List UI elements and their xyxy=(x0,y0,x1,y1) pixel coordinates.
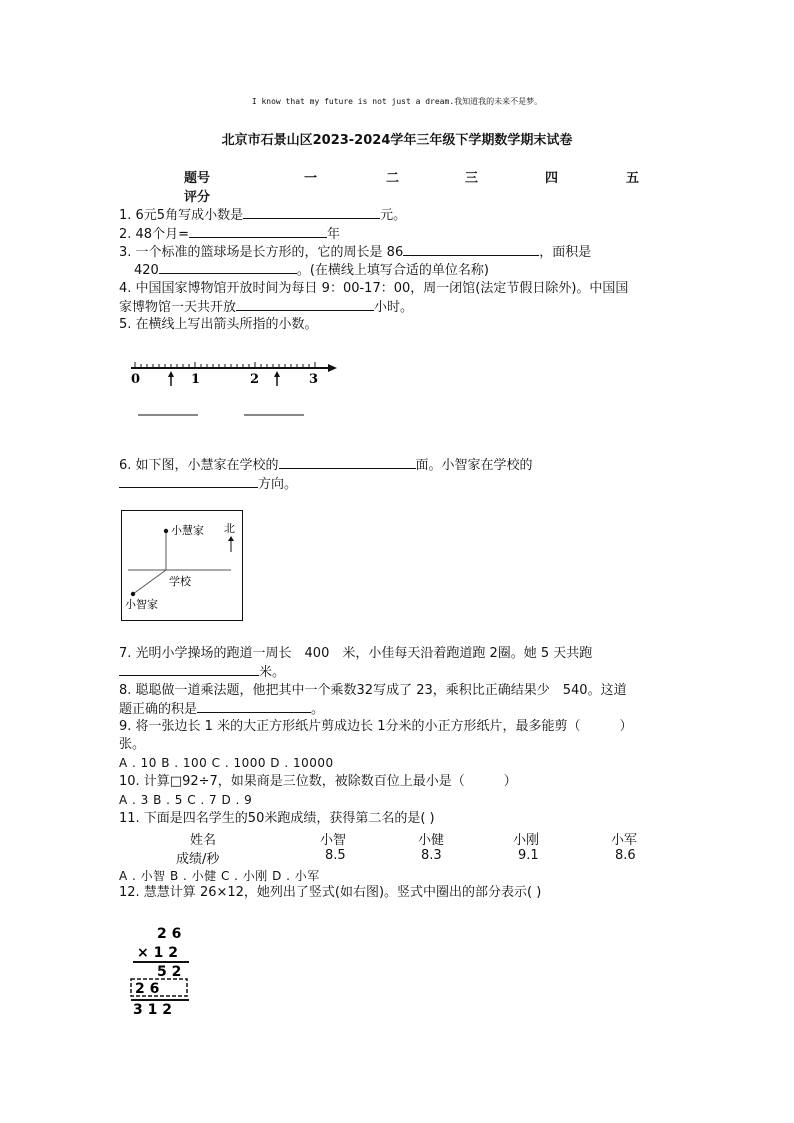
score-col-2: 二 xyxy=(386,171,400,186)
table-cell-xiaogang: 9.1 xyxy=(518,848,539,863)
question-3-line2 xyxy=(134,261,489,280)
map-label-xiaozhi: 小智家 xyxy=(125,599,158,611)
q9-options: A . 10 B . 100 C . 1000 D . 10000 xyxy=(119,756,334,770)
map-label-xiaohui: 小慧家 xyxy=(171,525,204,537)
label-1: 1 xyxy=(191,372,201,387)
question-6-line2 xyxy=(119,475,297,494)
q2-text: 2. 48个月= xyxy=(119,227,189,242)
score-col-3: 三 xyxy=(465,171,479,186)
question-5: 5. 在横线上写出箭头所指的小数。 xyxy=(119,317,318,332)
question-7-line2 xyxy=(119,663,285,682)
score-col-5: 五 xyxy=(626,171,640,186)
road-diagonal xyxy=(133,570,166,594)
label-3: 3 xyxy=(309,372,319,387)
question-1 xyxy=(119,206,406,225)
q7-answer-blank[interactable] xyxy=(119,663,259,676)
vertical-multiplication-figure xyxy=(125,922,195,1018)
up-arrow-icon-2 xyxy=(274,371,280,386)
q3-text: 3. 一个标准的篮球场是长方形的，它的周长是 86 xyxy=(119,245,404,260)
score-col-1: 一 xyxy=(304,171,318,186)
motto-header: I know that my future is not just a dream.我知道我的未来不是梦。 xyxy=(251,97,543,106)
q8-answer-blank[interactable] xyxy=(197,700,311,713)
table-cell-xiaozhi: 8.5 xyxy=(325,848,346,863)
q3-text-after: ，面积是 xyxy=(539,245,592,260)
q4-text: 家博物馆一天共开放 xyxy=(119,300,237,315)
question-9-line2: 张。 xyxy=(119,737,146,752)
score-table-row2-label: 评分 xyxy=(184,190,211,205)
question-11: 11. 下面是四名学生的50米跑成绩，获得第二名的是( ) xyxy=(119,811,435,826)
question-4: 4. 中国国家博物馆开放时间为每日 9：00-17：00，周一闭馆(法定节假日除外)。中国国 xyxy=(119,281,629,296)
table-header-xiaojian: 小健 xyxy=(418,833,445,848)
question-10: 10. 计算□92÷7，如果商是三位数，被除数百位上最小是（ ） xyxy=(119,774,517,789)
calc-row-result: 3 1 2 xyxy=(133,1002,172,1018)
q2-answer-blank[interactable] xyxy=(189,225,327,238)
q4-unit: 小时。 xyxy=(374,300,414,315)
up-arrow-icon-1 xyxy=(168,371,174,386)
house1-dot xyxy=(164,529,168,533)
arrowhead-icon xyxy=(328,364,337,372)
question-3 xyxy=(119,243,591,262)
calc-row-multiplier: × 1 2 xyxy=(137,945,178,961)
score-col-4: 四 xyxy=(545,171,559,186)
q3-perimeter-blank[interactable] xyxy=(403,243,539,256)
q6-direction-blank-1[interactable] xyxy=(279,456,416,469)
q7-unit: 米。 xyxy=(259,665,286,680)
q1-answer-blank[interactable] xyxy=(243,206,380,219)
label-0: 0 xyxy=(131,372,141,387)
question-9: 9. 将一张边长 1 米的大正方形纸片剪成边长 1分米的小正方形纸片，最多能剪（ ） xyxy=(119,719,633,734)
q6-text: 6. 如下图，小慧家在学校的 xyxy=(119,458,279,473)
q8-end: 。 xyxy=(311,702,325,717)
table-header-name: 姓名 xyxy=(190,833,217,848)
map-label-school: 学校 xyxy=(169,576,191,588)
question-6 xyxy=(119,456,533,475)
calc-row-partial-1: 5 2 xyxy=(157,964,182,980)
q3-instruction: 。(在横线上填写合适的单位名称) xyxy=(296,263,489,278)
q3-area-blank[interactable] xyxy=(159,261,297,274)
north-label: 北 xyxy=(224,523,235,535)
q6-direction-blank-2[interactable] xyxy=(119,475,258,488)
number-line-figure xyxy=(125,350,345,430)
q6-text-end: 方向。 xyxy=(258,477,298,492)
question-7: 7. 光明小学操场的跑道一周长 400 米，小佳每天沿着跑道跑 2圈。她 5 天共跑 xyxy=(119,646,593,661)
table-row-label: 成绩/秒 xyxy=(176,852,220,867)
q10-options: A . 3 B . 5 C . 7 D . 9 xyxy=(119,793,253,807)
north-arrow-icon xyxy=(228,536,234,552)
house2-dot xyxy=(131,592,135,596)
table-header-xiaozhi: 小智 xyxy=(320,833,347,848)
q1-text: 1. 6元5角写成小数是 xyxy=(119,208,244,223)
label-2: 2 xyxy=(250,372,260,387)
q4-answer-blank[interactable] xyxy=(236,298,374,311)
question-4-line2 xyxy=(119,298,413,317)
page-title: 北京市石景山区2023-2024学年三年级下学期数学期末试卷 xyxy=(221,133,573,148)
q1-unit: 元。 xyxy=(380,208,407,223)
q6-text-mid: 面。小智家在学校的 xyxy=(415,458,533,473)
table-cell-xiaojun: 8.6 xyxy=(615,848,636,863)
q11-options: A . 小智 B . 小健 C . 小刚 D . 小军 xyxy=(119,869,320,883)
question-8: 8. 聪聪做一道乘法题，他把其中一个乘数32写成了 23，乘积比正确结果少 540。这道 xyxy=(119,683,627,698)
q3-area-value: 420 xyxy=(134,263,159,278)
table-header-xiaogang: 小刚 xyxy=(513,833,540,848)
q8-text: 题正确的积是 xyxy=(119,702,198,717)
school-map-figure xyxy=(121,510,245,622)
table-header-xiaojun: 小军 xyxy=(611,833,638,848)
calc-row-multiplicand: 2 6 xyxy=(157,926,182,942)
q2-unit: 年 xyxy=(326,227,340,242)
score-table-row1-label: 题号 xyxy=(184,171,211,186)
table-cell-xiaojian: 8.3 xyxy=(421,848,442,863)
question-2 xyxy=(119,225,340,244)
question-8-line2 xyxy=(119,700,324,719)
calc-row-partial-2: 2 6 xyxy=(135,981,160,997)
question-12: 12. 慧慧计算 26×12，她列出了竖式(如右图)。竖式中圈出的部分表示( ) xyxy=(119,885,542,900)
